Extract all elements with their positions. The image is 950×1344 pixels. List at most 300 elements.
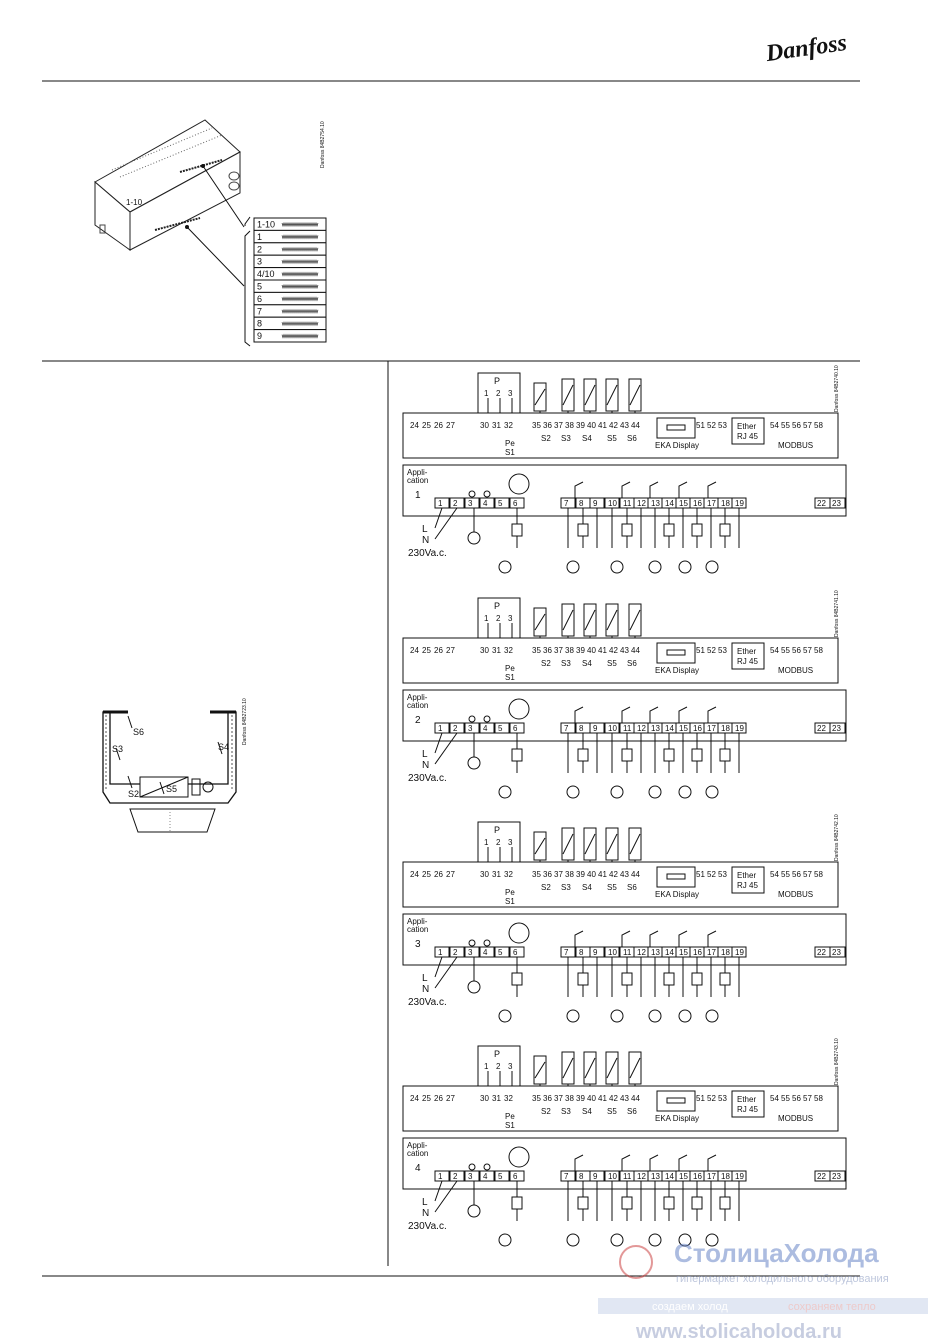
- modbus-label: MODBUS: [778, 890, 814, 899]
- load-icon: [692, 1197, 702, 1209]
- load-icon: [664, 749, 674, 761]
- pe-label: Pe: [505, 888, 515, 897]
- terminal-number: 19: [735, 948, 744, 957]
- load-icon: [720, 973, 730, 985]
- terminal-number: 30: [480, 646, 489, 655]
- p-terminal: 2: [496, 389, 501, 398]
- terminal-number: 5: [498, 499, 503, 508]
- load-icon: [622, 973, 632, 985]
- terminal-number: 19: [735, 1172, 744, 1181]
- pe-label: Pe: [505, 1112, 515, 1121]
- terminal-number: 42: [609, 870, 618, 879]
- eka-display-label: EKA Display: [655, 1114, 700, 1123]
- terminal-number: 58: [814, 1094, 823, 1103]
- controller-module-drawing: [95, 120, 326, 346]
- terminal-number: 38: [565, 421, 574, 430]
- terminal-number: 11: [623, 948, 632, 957]
- dip-row-label: 1-10: [257, 219, 276, 230]
- application-label: cation: [407, 1149, 429, 1158]
- dip-row-label: 9: [257, 331, 263, 342]
- terminal-number: 2: [453, 724, 458, 733]
- terminal-number: 7: [564, 724, 569, 733]
- terminal-number: 18: [721, 1172, 730, 1181]
- sensor-input-label: S2: [541, 659, 551, 668]
- output-device-icon: [611, 1010, 623, 1022]
- p-label: P: [494, 1049, 501, 1059]
- terminal-number: 8: [579, 724, 584, 733]
- terminal-number: 38: [565, 646, 574, 655]
- load-icon: [664, 524, 674, 536]
- terminal-number: 31: [492, 421, 501, 430]
- dip-row-label: 3: [257, 256, 263, 267]
- application-number: 3: [415, 939, 421, 950]
- terminal-number: 1: [438, 499, 443, 508]
- dip-row-label: 6: [257, 293, 263, 304]
- terminal-number: 27: [446, 646, 455, 655]
- terminal-number: 19: [735, 724, 744, 733]
- p-label: P: [494, 376, 501, 386]
- p-label: P: [494, 825, 501, 835]
- sensor-s3-label: S3: [112, 744, 124, 754]
- watermark-slogan-right: сохраняем тепло: [788, 1301, 876, 1313]
- terminal-number: 17: [707, 499, 716, 508]
- terminal-number: 44: [631, 1094, 640, 1103]
- terminal-number: 53: [718, 646, 727, 655]
- application-label: cation: [407, 476, 429, 485]
- wiring-panels: [403, 365, 846, 1246]
- sensor-input-label: S2: [541, 883, 551, 892]
- earth-icon: [468, 1205, 480, 1217]
- load-icon: [664, 973, 674, 985]
- output-device-icon: [499, 1010, 511, 1022]
- terminal-number: 54: [770, 1094, 779, 1103]
- top-figure-code: Danfoss 84B2754.10: [320, 121, 326, 168]
- terminal-number: 26: [434, 870, 443, 879]
- terminal-number: 43: [620, 870, 629, 879]
- dip-row-label: 7: [257, 306, 263, 317]
- watermark-tagline: гипермаркет холодильного оборудования: [676, 1273, 889, 1285]
- terminal-number: 7: [564, 948, 569, 957]
- modbus-label: MODBUS: [778, 666, 814, 675]
- terminal-number: 26: [434, 646, 443, 655]
- application-label: cation: [407, 701, 429, 710]
- terminal-number: 51: [696, 646, 705, 655]
- load-icon: [578, 524, 588, 536]
- terminal-number: 31: [492, 1094, 501, 1103]
- terminal-number: 22: [817, 724, 826, 733]
- ethernet-label: Ether: [737, 422, 757, 431]
- terminal-number: 39: [576, 870, 585, 879]
- cabinet-sensor-layout: [103, 698, 248, 832]
- p-terminal: 1: [484, 389, 489, 398]
- display-icon: [667, 1098, 685, 1103]
- terminal-number: 23: [832, 724, 841, 733]
- terminal-number: 53: [718, 1094, 727, 1103]
- dip-row-label: 8: [257, 318, 263, 329]
- load-icon: [512, 749, 522, 761]
- earth-icon: [468, 981, 480, 993]
- display-icon: [667, 874, 685, 879]
- line-label: L: [422, 1197, 428, 1208]
- terminal-number: 18: [721, 948, 730, 957]
- load-icon: [512, 973, 522, 985]
- load-icon: [692, 749, 702, 761]
- terminal-number: 22: [817, 1172, 826, 1181]
- p-terminal: 3: [508, 389, 513, 398]
- dip-row: [254, 230, 326, 242]
- output-device-icon: [706, 561, 718, 573]
- terminal-number: 11: [623, 724, 632, 733]
- dip-row: [254, 280, 326, 292]
- terminal-number: 52: [707, 421, 716, 430]
- terminal-number: 40: [587, 870, 596, 879]
- cabinet-code: Danfoss 84B2723.10: [242, 698, 248, 745]
- upper-terminal-strip: [403, 413, 838, 458]
- sensor-input-label: S5: [607, 1107, 617, 1116]
- terminal-number: 55: [781, 646, 790, 655]
- sensor-input-label: S3: [561, 883, 571, 892]
- ethernet-label: RJ 45: [737, 657, 758, 666]
- output-device-icon: [679, 786, 691, 798]
- terminal-number: 52: [707, 1094, 716, 1103]
- terminal-number: 54: [770, 870, 779, 879]
- output-device-icon: [649, 786, 661, 798]
- load-icon: [720, 524, 730, 536]
- terminal-number: 27: [446, 421, 455, 430]
- terminal-number: 55: [781, 870, 790, 879]
- terminal-number: 43: [620, 1094, 629, 1103]
- terminal-number: 14: [665, 948, 674, 957]
- terminal-number: 12: [637, 948, 646, 957]
- terminal-number: 41: [598, 870, 607, 879]
- terminal-number: 36: [543, 1094, 552, 1103]
- p-terminal: 2: [496, 614, 501, 623]
- terminal-number: 24: [410, 870, 419, 879]
- dip-row-label: 2: [257, 244, 263, 255]
- terminal-number: 31: [492, 646, 501, 655]
- terminal-number: 39: [576, 1094, 585, 1103]
- terminal-number: 25: [422, 421, 431, 430]
- dip-row: [254, 255, 326, 267]
- terminal-number: 12: [637, 724, 646, 733]
- ethernet-label: Ether: [737, 1095, 757, 1104]
- terminal-number: 37: [554, 870, 563, 879]
- line-label: L: [422, 973, 428, 984]
- p-terminal: 3: [508, 614, 513, 623]
- output-device-icon: [611, 561, 623, 573]
- application-label: Appli-: [407, 1141, 428, 1150]
- terminal-number: 32: [504, 870, 513, 879]
- terminal-number: 40: [587, 646, 596, 655]
- terminal-number: 2: [453, 1172, 458, 1181]
- dip-row: [254, 305, 326, 317]
- terminal-number: 14: [665, 724, 674, 733]
- dip-row-label: 1: [257, 231, 263, 242]
- terminal-number: 43: [620, 646, 629, 655]
- terminal-number: 8: [579, 499, 584, 508]
- terminal-number: 54: [770, 646, 779, 655]
- terminal-number: 52: [707, 646, 716, 655]
- output-device-icon: [499, 561, 511, 573]
- sensor-input-label: S4: [582, 434, 592, 443]
- load-icon: [622, 1197, 632, 1209]
- terminal-number: 16: [693, 499, 702, 508]
- terminal-number: 3: [468, 724, 473, 733]
- terminal-number: 35: [532, 646, 541, 655]
- terminal-number: 58: [814, 646, 823, 655]
- s1-label: S1: [505, 897, 515, 906]
- eka-display-label: EKA Display: [655, 890, 700, 899]
- terminal-number: 35: [532, 421, 541, 430]
- load-icon: [512, 1197, 522, 1209]
- terminal-number: 23: [832, 948, 841, 957]
- terminal-number: 18: [721, 499, 730, 508]
- s1-label: S1: [505, 673, 515, 682]
- terminal-number: 31: [492, 870, 501, 879]
- terminal-number: 44: [631, 870, 640, 879]
- compressor-icon: [509, 923, 529, 943]
- terminal-number: 16: [693, 1172, 702, 1181]
- terminal-number: 56: [792, 1094, 801, 1103]
- module-front-label: 1-10: [126, 198, 143, 207]
- terminal-number: 13: [651, 499, 660, 508]
- voltage-label: 230Va.c.: [408, 997, 447, 1008]
- load-icon: [720, 1197, 730, 1209]
- terminal-number: 37: [554, 421, 563, 430]
- s1-label: S1: [505, 1121, 515, 1130]
- sensor-input-label: S2: [541, 434, 551, 443]
- dip-row-label: 5: [257, 281, 263, 292]
- terminal-number: 2: [453, 948, 458, 957]
- sensor-input-label: S3: [561, 659, 571, 668]
- ethernet-label: RJ 45: [737, 432, 758, 441]
- sensor-input-label: S6: [627, 434, 637, 443]
- load-icon: [692, 973, 702, 985]
- earth-icon: [468, 532, 480, 544]
- load-icon: [664, 1197, 674, 1209]
- terminal-number: 40: [587, 1094, 596, 1103]
- sensor-s5-label: S5: [166, 784, 178, 794]
- terminal-number: 1: [438, 1172, 443, 1181]
- terminal-number: 24: [410, 646, 419, 655]
- terminal-number: 11: [623, 499, 632, 508]
- panel-code: Danfoss 84B2741.10: [834, 590, 840, 637]
- danfoss-logo: Danfoss: [764, 29, 849, 68]
- terminal-number: 42: [609, 646, 618, 655]
- output-device-icon: [649, 1010, 661, 1022]
- terminal-number: 35: [532, 870, 541, 879]
- terminal-number: 3: [468, 1172, 473, 1181]
- terminal-number: 37: [554, 1094, 563, 1103]
- terminal-number: 38: [565, 1094, 574, 1103]
- load-icon: [720, 749, 730, 761]
- terminal-number: 5: [498, 724, 503, 733]
- s1-label: S1: [505, 448, 515, 457]
- terminal-number: 10: [608, 948, 617, 957]
- load-icon: [622, 524, 632, 536]
- terminal-number: 13: [651, 1172, 660, 1181]
- terminal-number: 37: [554, 646, 563, 655]
- ethernet-label: Ether: [737, 871, 757, 880]
- output-device-icon: [649, 561, 661, 573]
- terminal-number: 58: [814, 421, 823, 430]
- load-icon: [692, 524, 702, 536]
- sensor-input-label: S5: [607, 434, 617, 443]
- sensor-input-label: S6: [627, 1107, 637, 1116]
- watermark-url: www.stolicaholoda.ru: [636, 1321, 842, 1343]
- p-terminal: 2: [496, 838, 501, 847]
- sensor-input-label: S3: [561, 1107, 571, 1116]
- output-device-icon: [611, 786, 623, 798]
- terminal-number: 27: [446, 1094, 455, 1103]
- terminal-number: 57: [803, 1094, 812, 1103]
- watermark-slogan-left: создаем холод: [652, 1301, 728, 1313]
- terminal-number: 3: [468, 499, 473, 508]
- terminal-number: 22: [817, 499, 826, 508]
- application-number: 2: [415, 715, 421, 726]
- wiring-panel: [403, 814, 846, 1022]
- display-icon: [667, 650, 685, 655]
- terminal-number: 44: [631, 646, 640, 655]
- terminal-number: 10: [608, 1172, 617, 1181]
- terminal-number: 14: [665, 499, 674, 508]
- sensor-input-label: S4: [582, 883, 592, 892]
- terminal-number: 1: [438, 948, 443, 957]
- terminal-number: 44: [631, 421, 640, 430]
- terminal-number: 57: [803, 870, 812, 879]
- neutral-label: N: [422, 984, 430, 995]
- terminal-number: 22: [817, 948, 826, 957]
- upper-terminal-strip: [403, 638, 838, 683]
- terminal-number: 25: [422, 870, 431, 879]
- pe-label: Pe: [505, 439, 515, 448]
- application-label: Appli-: [407, 468, 428, 477]
- sensor-input-label: S5: [607, 883, 617, 892]
- output-device-icon: [611, 1234, 623, 1246]
- sensor-input-label: S5: [607, 659, 617, 668]
- output-device-icon: [679, 1010, 691, 1022]
- terminal-number: 13: [651, 948, 660, 957]
- terminal-number: 16: [693, 948, 702, 957]
- terminal-number: 56: [792, 870, 801, 879]
- eka-display-label: EKA Display: [655, 666, 700, 675]
- load-icon: [578, 749, 588, 761]
- application-label: Appli-: [407, 917, 428, 926]
- eka-display-label: EKA Display: [655, 441, 700, 450]
- terminal-number: 4: [483, 948, 488, 957]
- compressor-icon: [509, 699, 529, 719]
- terminal-number: 53: [718, 870, 727, 879]
- terminal-number: 15: [679, 948, 688, 957]
- application-number: 1: [415, 490, 421, 501]
- terminal-number: 1: [438, 724, 443, 733]
- terminal-number: 6: [513, 499, 518, 508]
- panel-code: Danfoss 84B2740.10: [834, 365, 840, 412]
- terminal-number: 8: [579, 1172, 584, 1181]
- terminal-number: 25: [422, 646, 431, 655]
- terminal-number: 13: [651, 724, 660, 733]
- terminal-number: 30: [480, 421, 489, 430]
- terminal-number: 6: [513, 1172, 518, 1181]
- terminal-number: 35: [532, 1094, 541, 1103]
- terminal-number: 10: [608, 499, 617, 508]
- terminal-number: 40: [587, 421, 596, 430]
- terminal-number: 9: [593, 948, 598, 957]
- terminal-number: 15: [679, 1172, 688, 1181]
- application-label: cation: [407, 925, 429, 934]
- p-terminal: 2: [496, 1062, 501, 1071]
- watermark: [598, 1238, 928, 1343]
- terminal-number: 26: [434, 1094, 443, 1103]
- terminal-number: 53: [718, 421, 727, 430]
- terminal-number: 41: [598, 1094, 607, 1103]
- output-device-icon: [706, 786, 718, 798]
- terminal-number: 27: [446, 870, 455, 879]
- load-icon: [622, 749, 632, 761]
- terminal-number: 6: [513, 724, 518, 733]
- p-terminal: 3: [508, 838, 513, 847]
- output-device-icon: [567, 1010, 579, 1022]
- modbus-label: MODBUS: [778, 1114, 814, 1123]
- terminal-number: 6: [513, 948, 518, 957]
- terminal-number: 16: [693, 724, 702, 733]
- line-label: L: [422, 524, 428, 535]
- watermark-name: СтолицаХолода: [674, 1238, 879, 1268]
- earth-icon: [468, 757, 480, 769]
- output-device-icon: [499, 786, 511, 798]
- dip-row: [254, 243, 326, 255]
- terminal-number: 51: [696, 421, 705, 430]
- output-device-icon: [679, 561, 691, 573]
- terminal-number: 55: [781, 1094, 790, 1103]
- terminal-number: 19: [735, 499, 744, 508]
- output-device-icon: [649, 1234, 661, 1246]
- terminal-number: 4: [483, 724, 488, 733]
- terminal-number: 9: [593, 1172, 598, 1181]
- terminal-number: 38: [565, 870, 574, 879]
- terminal-number: 52: [707, 870, 716, 879]
- sensor-input-label: S4: [582, 659, 592, 668]
- load-icon: [578, 973, 588, 985]
- application-number: 4: [415, 1163, 421, 1174]
- terminal-number: 9: [593, 499, 598, 508]
- sensor-input-label: S6: [627, 883, 637, 892]
- terminal-number: 15: [679, 499, 688, 508]
- terminal-number: 23: [832, 499, 841, 508]
- terminal-number: 56: [792, 646, 801, 655]
- terminal-number: 42: [609, 1094, 618, 1103]
- dip-switch-table: [254, 218, 326, 342]
- terminal-number: 9: [593, 724, 598, 733]
- terminal-number: 4: [483, 499, 488, 508]
- terminal-number: 55: [781, 421, 790, 430]
- output-device-icon: [706, 1010, 718, 1022]
- neutral-label: N: [422, 760, 430, 771]
- terminal-number: 51: [696, 870, 705, 879]
- terminal-number: 36: [543, 646, 552, 655]
- ethernet-label: RJ 45: [737, 1105, 758, 1114]
- terminal-number: 17: [707, 1172, 716, 1181]
- terminal-number: 17: [707, 948, 716, 957]
- voltage-label: 230Va.c.: [408, 773, 447, 784]
- terminal-number: 36: [543, 870, 552, 879]
- p-terminal: 1: [484, 614, 489, 623]
- terminal-number: 25: [422, 1094, 431, 1103]
- terminal-number: 56: [792, 421, 801, 430]
- output-device-icon: [567, 1234, 579, 1246]
- sensor-input-label: S6: [627, 659, 637, 668]
- terminal-number: 11: [623, 1172, 632, 1181]
